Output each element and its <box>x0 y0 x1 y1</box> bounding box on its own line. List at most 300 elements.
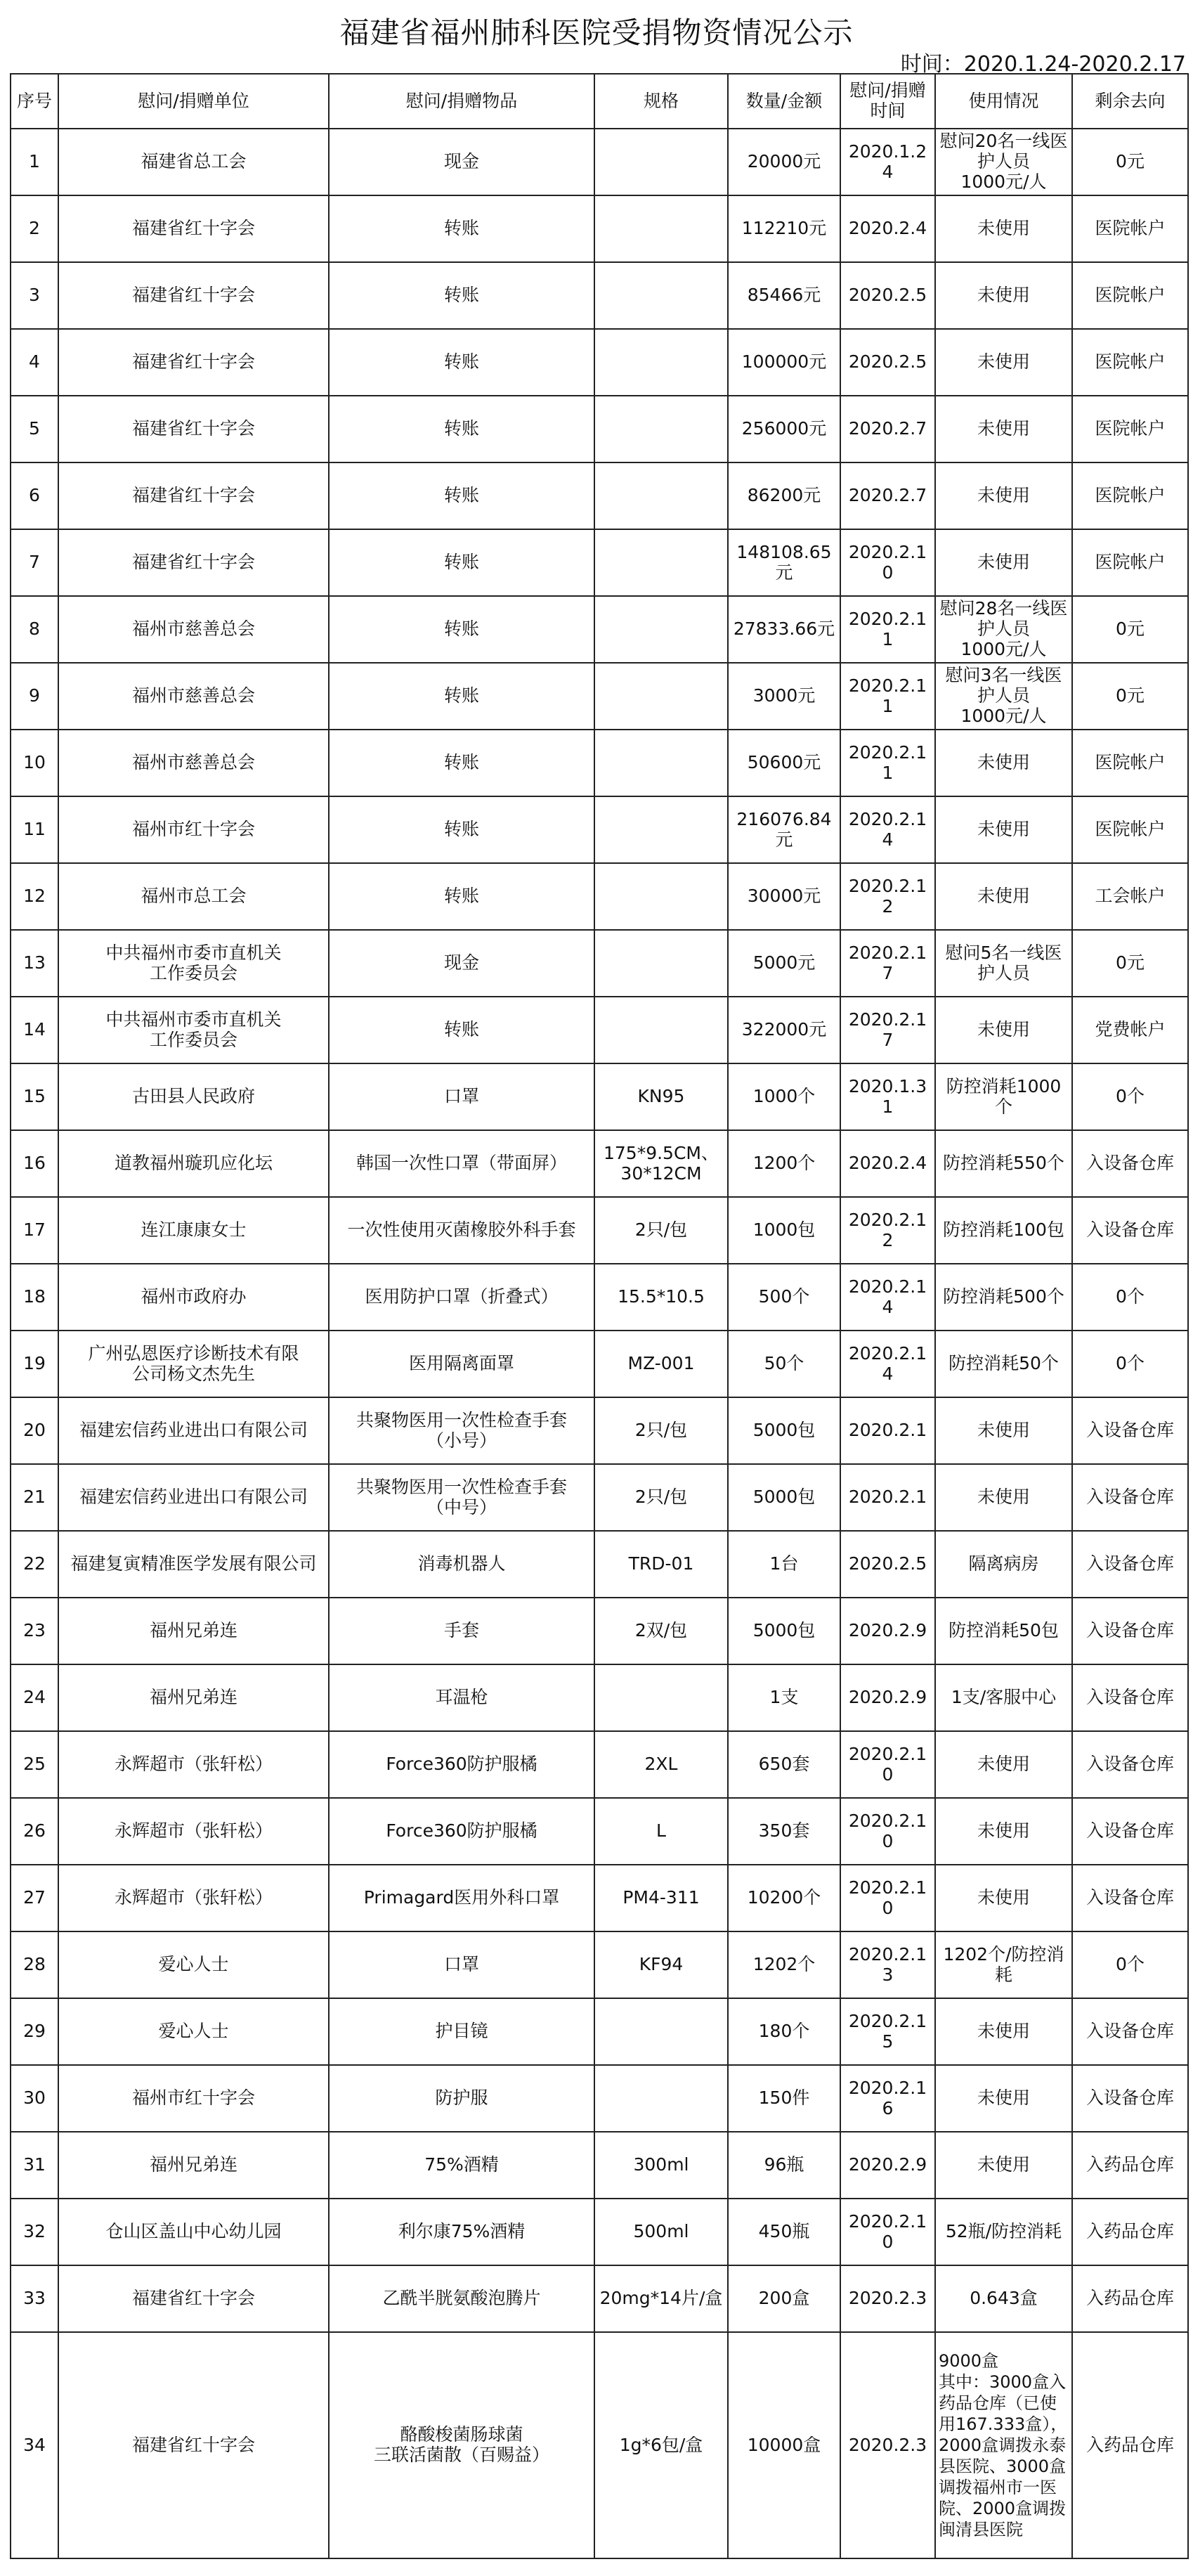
table-row <box>11 930 1188 997</box>
cell-date: 2020.2.11 <box>840 663 935 730</box>
cell-amount: 1000包 <box>728 1197 840 1264</box>
cell-donor: 福建省红十字会 <box>58 2265 329 2332</box>
cell-spec <box>594 997 728 1063</box>
cell-donor: 广州弘恩医疗诊断技术有限 公司杨文杰先生 <box>58 1331 329 1397</box>
cell-item: 转账 <box>329 997 594 1063</box>
cell-usage: 未使用 <box>935 1998 1072 2065</box>
cell-item: 转账 <box>329 796 594 863</box>
cell-item: 现金 <box>329 129 594 195</box>
cell-amount: 200盒 <box>728 2265 840 2332</box>
cell-index: 12 <box>11 863 58 930</box>
cell-remaining: 入设备仓库 <box>1072 2065 1188 2132</box>
cell-index: 24 <box>11 1664 58 1731</box>
cell-spec: 15.5*10.5 <box>594 1264 728 1331</box>
cell-spec: 500ml <box>594 2199 728 2265</box>
cell-remaining: 入设备仓库 <box>1072 1197 1188 1264</box>
cell-amount: 450瓶 <box>728 2199 840 2265</box>
cell-remaining: 工会帐户 <box>1072 863 1188 930</box>
cell-item: 转账 <box>329 195 594 262</box>
cell-remaining: 入设备仓库 <box>1072 1598 1188 1664</box>
table-row <box>11 195 1188 262</box>
cell-date: 2020.2.12 <box>840 863 935 930</box>
cell-spec <box>594 329 728 396</box>
cell-amount: 500个 <box>728 1264 840 1331</box>
table-row <box>11 2332 1188 2558</box>
cell-remaining: 入设备仓库 <box>1072 1130 1188 1197</box>
cell-item: 转账 <box>329 663 594 730</box>
cell-spec: KN95 <box>594 1063 728 1130</box>
cell-index: 26 <box>11 1798 58 1865</box>
cell-item: 转账 <box>329 863 594 930</box>
cell-spec <box>594 1998 728 2065</box>
cell-amount: 100000元 <box>728 329 840 396</box>
cell-index: 22 <box>11 1531 58 1598</box>
cell-index: 20 <box>11 1397 58 1464</box>
table-row <box>11 1264 1188 1331</box>
cell-amount: 5000包 <box>728 1464 840 1531</box>
table-row <box>11 2065 1188 2132</box>
table-row <box>11 2265 1188 2332</box>
cell-index: 9 <box>11 663 58 730</box>
cell-donor: 福建省红十字会 <box>58 2332 329 2558</box>
cell-donor: 古田县人民政府 <box>58 1063 329 1130</box>
cell-donor: 福州市红十字会 <box>58 796 329 863</box>
table-row <box>11 1063 1188 1130</box>
cell-donor: 连江康康女士 <box>58 1197 329 1264</box>
cell-item: 共聚物医用一次性检查手套 （中号） <box>329 1464 594 1531</box>
cell-donor: 中共福州市委市直机关 工作委员会 <box>58 930 329 997</box>
cell-spec: PM4-311 <box>594 1865 728 1931</box>
cell-usage: 防控消耗1000个 <box>935 1063 1072 1130</box>
cell-usage: 隔离病房 <box>935 1531 1072 1598</box>
cell-date: 2020.2.5 <box>840 1531 935 1598</box>
table-row <box>11 796 1188 863</box>
cell-usage: 防控消耗500个 <box>935 1264 1072 1331</box>
cell-index: 4 <box>11 329 58 396</box>
cell-date: 2020.2.14 <box>840 796 935 863</box>
cell-remaining: 医院帐户 <box>1072 329 1188 396</box>
cell-amount: 112210元 <box>728 195 840 262</box>
cell-date: 2020.2.4 <box>840 1130 935 1197</box>
cell-donor: 福建宏信药业进出口有限公司 <box>58 1397 329 1464</box>
cell-donor: 福州市政府办 <box>58 1264 329 1331</box>
table-body <box>11 129 1188 2558</box>
cell-amount: 5000元 <box>728 930 840 997</box>
cell-usage: 未使用 <box>935 1397 1072 1464</box>
cell-donor: 福建省红十字会 <box>58 195 329 262</box>
cell-spec: 2XL <box>594 1731 728 1798</box>
cell-date: 2020.2.9 <box>840 1598 935 1664</box>
cell-remaining: 0元 <box>1072 129 1188 195</box>
cell-amount: 1202个 <box>728 1931 840 1998</box>
cell-spec: 300ml <box>594 2132 728 2199</box>
table-row <box>11 129 1188 195</box>
cell-item: 医用隔离面罩 <box>329 1331 594 1397</box>
cell-usage: 未使用 <box>935 1731 1072 1798</box>
cell-donor: 福建省红十字会 <box>58 329 329 396</box>
cell-index: 21 <box>11 1464 58 1531</box>
cell-usage: 未使用 <box>935 1798 1072 1865</box>
cell-remaining: 入设备仓库 <box>1072 1998 1188 2065</box>
cell-amount: 50600元 <box>728 730 840 796</box>
cell-usage: 防控消耗50个 <box>935 1331 1072 1397</box>
cell-date: 2020.2.10 <box>840 1798 935 1865</box>
cell-amount: 1支 <box>728 1664 840 1731</box>
cell-index: 7 <box>11 529 58 596</box>
cell-date: 2020.2.12 <box>840 1197 935 1264</box>
cell-usage: 未使用 <box>935 997 1072 1063</box>
cell-usage: 防控消耗100包 <box>935 1197 1072 1264</box>
cell-date: 2020.2.1 <box>840 1464 935 1531</box>
cell-usage: 慰问3名一线医护人员 1000元/人 <box>935 663 1072 730</box>
cell-spec: TRD-01 <box>594 1531 728 1598</box>
cell-spec: 2只/包 <box>594 1397 728 1464</box>
cell-amount: 30000元 <box>728 863 840 930</box>
cell-index: 14 <box>11 997 58 1063</box>
header-donor: 慰问/捐赠单位 <box>58 74 329 129</box>
cell-amount: 650套 <box>728 1731 840 1798</box>
cell-date: 2020.1.24 <box>840 129 935 195</box>
cell-usage: 未使用 <box>935 796 1072 863</box>
cell-amount: 10000盒 <box>728 2332 840 2558</box>
cell-index: 15 <box>11 1063 58 1130</box>
cell-remaining: 0个 <box>1072 1264 1188 1331</box>
cell-usage: 未使用 <box>935 462 1072 529</box>
cell-remaining: 0元 <box>1072 930 1188 997</box>
cell-spec <box>594 262 728 329</box>
cell-date: 2020.2.10 <box>840 2199 935 2265</box>
cell-donor: 福建宏信药业进出口有限公司 <box>58 1464 329 1531</box>
cell-donor: 福建省红十字会 <box>58 529 329 596</box>
cell-remaining: 0元 <box>1072 663 1188 730</box>
table-row <box>11 329 1188 396</box>
cell-spec <box>594 396 728 462</box>
cell-index: 31 <box>11 2132 58 2199</box>
cell-usage: 未使用 <box>935 329 1072 396</box>
cell-spec <box>594 863 728 930</box>
cell-spec: 2只/包 <box>594 1197 728 1264</box>
header-spec: 规格 <box>594 74 728 129</box>
table-row <box>11 1130 1188 1197</box>
cell-item: 口罩 <box>329 1063 594 1130</box>
table-row <box>11 2199 1188 2265</box>
cell-date: 2020.2.10 <box>840 529 935 596</box>
cell-remaining: 医院帐户 <box>1072 529 1188 596</box>
table-row <box>11 529 1188 596</box>
cell-date: 2020.2.1 <box>840 1397 935 1464</box>
cell-amount: 50个 <box>728 1331 840 1397</box>
cell-item: 转账 <box>329 396 594 462</box>
cell-amount: 27833.66元 <box>728 596 840 663</box>
cell-donor: 福建省红十字会 <box>58 462 329 529</box>
cell-remaining: 入设备仓库 <box>1072 1731 1188 1798</box>
cell-index: 33 <box>11 2265 58 2332</box>
cell-index: 6 <box>11 462 58 529</box>
cell-amount: 150件 <box>728 2065 840 2132</box>
table-row <box>11 596 1188 663</box>
cell-date: 2020.2.11 <box>840 596 935 663</box>
cell-index: 3 <box>11 262 58 329</box>
cell-spec <box>594 129 728 195</box>
cell-index: 19 <box>11 1331 58 1397</box>
cell-index: 16 <box>11 1130 58 1197</box>
cell-index: 11 <box>11 796 58 863</box>
cell-spec: 20mg*14片/盒 <box>594 2265 728 2332</box>
cell-remaining: 医院帐户 <box>1072 462 1188 529</box>
cell-remaining: 医院帐户 <box>1072 396 1188 462</box>
cell-item: 转账 <box>329 529 594 596</box>
cell-date: 2020.2.9 <box>840 1664 935 1731</box>
cell-amount: 5000包 <box>728 1598 840 1664</box>
header-remaining: 剩余去向 <box>1072 74 1188 129</box>
table-row <box>11 462 1188 529</box>
cell-donor: 爱心人士 <box>58 1998 329 2065</box>
cell-remaining: 入设备仓库 <box>1072 1798 1188 1865</box>
cell-remaining: 0个 <box>1072 1063 1188 1130</box>
cell-index: 23 <box>11 1598 58 1664</box>
cell-item: 乙酰半胱氨酸泡腾片 <box>329 2265 594 2332</box>
cell-index: 10 <box>11 730 58 796</box>
cell-spec <box>594 529 728 596</box>
table-row <box>11 1731 1188 1798</box>
cell-date: 2020.2.4 <box>840 195 935 262</box>
table-row <box>11 863 1188 930</box>
cell-usage: 未使用 <box>935 863 1072 930</box>
cell-index: 32 <box>11 2199 58 2265</box>
cell-index: 34 <box>11 2332 58 2558</box>
header-index: 序号 <box>11 74 58 129</box>
cell-usage: 未使用 <box>935 262 1072 329</box>
cell-remaining: 0元 <box>1072 596 1188 663</box>
cell-index: 28 <box>11 1931 58 1998</box>
cell-item: 耳温枪 <box>329 1664 594 1731</box>
cell-index: 18 <box>11 1264 58 1331</box>
cell-amount: 322000元 <box>728 997 840 1063</box>
cell-donor: 福州市总工会 <box>58 863 329 930</box>
cell-usage: 未使用 <box>935 195 1072 262</box>
cell-donor: 福州市红十字会 <box>58 2065 329 2132</box>
cell-item: 转账 <box>329 462 594 529</box>
cell-spec: MZ-001 <box>594 1331 728 1397</box>
cell-amount: 86200元 <box>728 462 840 529</box>
cell-donor: 永辉超市（张轩松） <box>58 1798 329 1865</box>
cell-item: 共聚物医用一次性检查手套 （小号） <box>329 1397 594 1464</box>
cell-amount: 85466元 <box>728 262 840 329</box>
cell-amount: 1台 <box>728 1531 840 1598</box>
cell-index: 29 <box>11 1998 58 2065</box>
cell-spec: 175*9.5CM、 30*12CM <box>594 1130 728 1197</box>
cell-amount: 5000包 <box>728 1397 840 1464</box>
cell-usage: 未使用 <box>935 730 1072 796</box>
cell-remaining: 0个 <box>1072 1331 1188 1397</box>
table-row <box>11 1798 1188 1865</box>
cell-donor: 爱心人士 <box>58 1931 329 1998</box>
cell-donor: 福建复寅精准医学发展有限公司 <box>58 1531 329 1598</box>
cell-remaining: 入设备仓库 <box>1072 1865 1188 1931</box>
table-row <box>11 997 1188 1063</box>
cell-usage: 防控消耗50包 <box>935 1598 1072 1664</box>
cell-amount: 216076.84元 <box>728 796 840 863</box>
cell-spec: 1g*6包/盒 <box>594 2332 728 2558</box>
cell-item: 转账 <box>329 329 594 396</box>
cell-usage: 未使用 <box>935 529 1072 596</box>
cell-date: 2020.2.5 <box>840 329 935 396</box>
cell-item: 护目镜 <box>329 1998 594 2065</box>
cell-item: Primagard医用外科口罩 <box>329 1865 594 1931</box>
cell-amount: 96瓶 <box>728 2132 840 2199</box>
cell-spec <box>594 2065 728 2132</box>
cell-index: 1 <box>11 129 58 195</box>
table-row <box>11 1464 1188 1531</box>
cell-date: 2020.2.13 <box>840 1931 935 1998</box>
cell-index: 25 <box>11 1731 58 1798</box>
table-row <box>11 396 1188 462</box>
cell-item: 手套 <box>329 1598 594 1664</box>
cell-amount: 20000元 <box>728 129 840 195</box>
cell-date: 2020.2.7 <box>840 396 935 462</box>
cell-index: 5 <box>11 396 58 462</box>
cell-date: 2020.2.3 <box>840 2265 935 2332</box>
cell-item: 防护服 <box>329 2065 594 2132</box>
cell-remaining: 医院帐户 <box>1072 262 1188 329</box>
cell-usage: 1202个/防控消耗 <box>935 1931 1072 1998</box>
header-amount: 数量/金额 <box>728 74 840 129</box>
cell-spec <box>594 730 728 796</box>
cell-item: 医用防护口罩（折叠式） <box>329 1264 594 1331</box>
cell-item: 消毒机器人 <box>329 1531 594 1598</box>
cell-usage: 慰问28名一线医护人员 1000元/人 <box>935 596 1072 663</box>
donation-table <box>10 73 1189 2559</box>
table-row <box>11 262 1188 329</box>
cell-item: 转账 <box>329 596 594 663</box>
cell-usage: 未使用 <box>935 2065 1072 2132</box>
cell-remaining: 入药品仓库 <box>1072 2132 1188 2199</box>
table-row <box>11 2132 1188 2199</box>
cell-donor: 仓山区盖山中心幼儿园 <box>58 2199 329 2265</box>
date-range: 时间：2020.1.24-2020.2.17 <box>900 52 1186 77</box>
cell-amount: 1000个 <box>728 1063 840 1130</box>
page-title: 福建省福州肺科医院受捐物资情况公示 <box>339 15 854 50</box>
cell-spec <box>594 796 728 863</box>
cell-date: 2020.2.10 <box>840 1731 935 1798</box>
cell-amount: 350套 <box>728 1798 840 1865</box>
cell-spec <box>594 596 728 663</box>
header-date: 慰问/捐赠时间 <box>840 74 935 129</box>
cell-date: 2020.2.3 <box>840 2332 935 2558</box>
cell-remaining: 入药品仓库 <box>1072 2265 1188 2332</box>
cell-remaining: 入药品仓库 <box>1072 2332 1188 2558</box>
cell-remaining: 党费帐户 <box>1072 997 1188 1063</box>
cell-donor: 福建省总工会 <box>58 129 329 195</box>
cell-usage: 9000盒 其中：3000盒入药品仓库（已使用167.333盒），2000盒调拨永泰县医院、3000盒调拨福州市一医院、2000盒调拨闽清县医院 <box>935 2332 1072 2558</box>
cell-item: 转账 <box>329 262 594 329</box>
cell-donor: 福建省红十字会 <box>58 396 329 462</box>
cell-item: 75%酒精 <box>329 2132 594 2199</box>
cell-donor: 福州市慈善总会 <box>58 663 329 730</box>
cell-item: 酪酸梭菌肠球菌 三联活菌散（百赐益） <box>329 2332 594 2558</box>
cell-amount: 10200个 <box>728 1865 840 1931</box>
cell-spec <box>594 195 728 262</box>
cell-date: 2020.2.11 <box>840 730 935 796</box>
cell-spec: KF94 <box>594 1931 728 1998</box>
cell-usage: 未使用 <box>935 2132 1072 2199</box>
cell-remaining: 入药品仓库 <box>1072 2199 1188 2265</box>
cell-date: 2020.2.5 <box>840 262 935 329</box>
cell-spec <box>594 462 728 529</box>
cell-item: 一次性使用灭菌橡胶外科手套 <box>329 1197 594 1264</box>
cell-remaining: 医院帐户 <box>1072 195 1188 262</box>
cell-date: 2020.2.10 <box>840 1865 935 1931</box>
cell-usage: 慰问5名一线医护人员 <box>935 930 1072 997</box>
header-usage: 使用情况 <box>935 74 1072 129</box>
cell-spec <box>594 1664 728 1731</box>
cell-donor: 福州兄弟连 <box>58 1664 329 1731</box>
table-row <box>11 1397 1188 1464</box>
cell-usage: 未使用 <box>935 1865 1072 1931</box>
cell-amount: 180个 <box>728 1998 840 2065</box>
cell-usage: 未使用 <box>935 396 1072 462</box>
cell-donor: 福州市慈善总会 <box>58 596 329 663</box>
cell-donor: 福州兄弟连 <box>58 2132 329 2199</box>
cell-remaining: 入设备仓库 <box>1072 1531 1188 1598</box>
cell-usage: 未使用 <box>935 1464 1072 1531</box>
cell-amount: 1200个 <box>728 1130 840 1197</box>
cell-amount: 256000元 <box>728 396 840 462</box>
cell-remaining: 入设备仓库 <box>1072 1397 1188 1464</box>
cell-index: 13 <box>11 930 58 997</box>
cell-index: 8 <box>11 596 58 663</box>
cell-remaining: 医院帐户 <box>1072 730 1188 796</box>
cell-spec: 2双/包 <box>594 1598 728 1664</box>
cell-spec: 2只/包 <box>594 1464 728 1531</box>
header-item: 慰问/捐赠物品 <box>329 74 594 129</box>
cell-remaining: 入设备仓库 <box>1072 1664 1188 1731</box>
cell-item: 现金 <box>329 930 594 997</box>
cell-usage: 0.643盒 <box>935 2265 1072 2332</box>
cell-date: 2020.2.16 <box>840 2065 935 2132</box>
cell-item: Force360防护服橘 <box>329 1798 594 1865</box>
cell-amount: 3000元 <box>728 663 840 730</box>
cell-usage: 52瓶/防控消耗 <box>935 2199 1072 2265</box>
cell-donor: 永辉超市（张轩松） <box>58 1865 329 1931</box>
cell-date: 2020.1.31 <box>840 1063 935 1130</box>
cell-spec <box>594 663 728 730</box>
table-row <box>11 1531 1188 1598</box>
cell-donor: 福建省红十字会 <box>58 262 329 329</box>
cell-date: 2020.2.17 <box>840 997 935 1063</box>
table-row <box>11 1598 1188 1664</box>
table-row <box>11 1865 1188 1931</box>
cell-date: 2020.2.15 <box>840 1998 935 2065</box>
cell-amount: 148108.65元 <box>728 529 840 596</box>
table-row <box>11 1664 1188 1731</box>
table-header-row <box>11 74 1188 129</box>
cell-date: 2020.2.9 <box>840 2132 935 2199</box>
table-row <box>11 1197 1188 1264</box>
cell-date: 2020.2.14 <box>840 1331 935 1397</box>
cell-usage: 防控消耗550个 <box>935 1130 1072 1197</box>
table-row <box>11 1931 1188 1998</box>
cell-remaining: 医院帐户 <box>1072 796 1188 863</box>
cell-index: 30 <box>11 2065 58 2132</box>
cell-date: 2020.2.7 <box>840 462 935 529</box>
cell-remaining: 0个 <box>1072 1931 1188 1998</box>
cell-spec <box>594 930 728 997</box>
cell-donor: 永辉超市（张轩松） <box>58 1731 329 1798</box>
cell-date: 2020.2.14 <box>840 1264 935 1331</box>
cell-index: 2 <box>11 195 58 262</box>
cell-index: 17 <box>11 1197 58 1264</box>
